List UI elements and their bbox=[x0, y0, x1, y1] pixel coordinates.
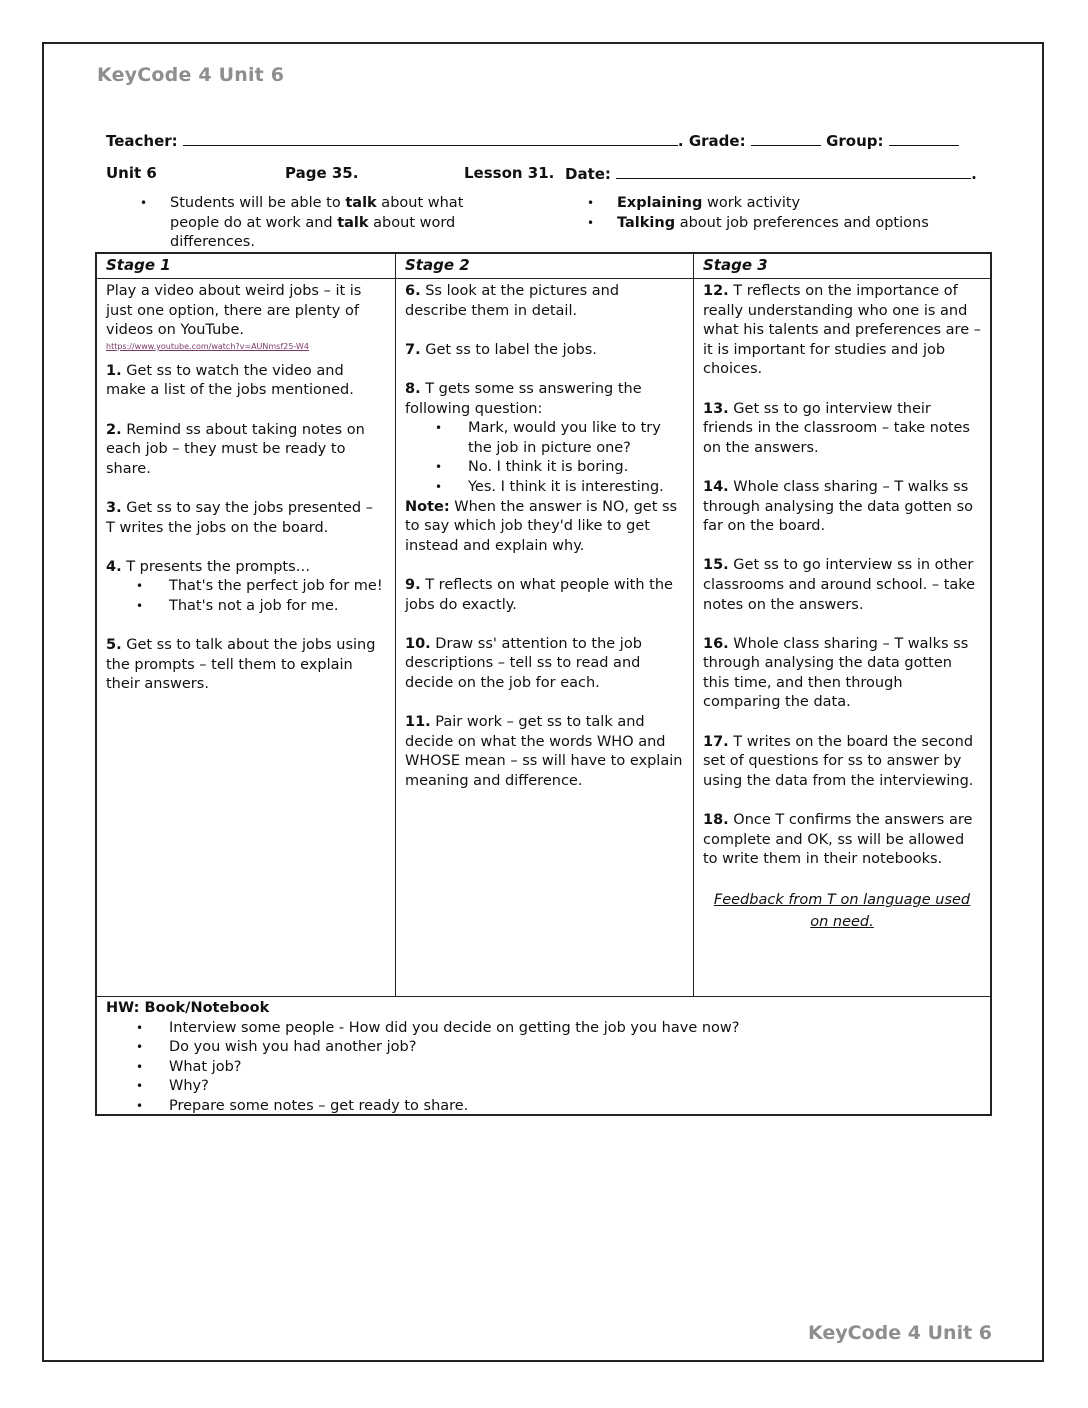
step: 17. T writes on the board the second set of questions for ss to answer by using the data from the interviewing. bbox=[703, 733, 974, 789]
prompt-list bbox=[106, 577, 386, 616]
footer-title: KeyCode 4 Unit 6 bbox=[808, 1322, 992, 1344]
date-end: . bbox=[971, 165, 977, 183]
stage-1-body bbox=[97, 279, 395, 695]
objective-item: • Talking about job preferences and options bbox=[587, 214, 967, 234]
objectives-right bbox=[587, 194, 967, 233]
lesson-label: Lesson 31. bbox=[464, 164, 555, 182]
dialogue-item: • No. I think it is boring. bbox=[405, 458, 684, 478]
step: 2. Remind ss about taking notes on each job – they must be ready to share. bbox=[106, 421, 365, 477]
homework-item: • Prepare some notes – get ready to share. bbox=[106, 1097, 981, 1117]
unit-label: Unit 6 bbox=[106, 164, 157, 182]
grade-blank[interactable] bbox=[751, 131, 821, 146]
teacher-line bbox=[106, 131, 959, 150]
step: 13. Get ss to go interview their friends in the classroom – take notes on the answers. bbox=[703, 400, 970, 456]
youtube-link[interactable]: https://www.youtube.com/watch?v=AUNmsf25-W4 bbox=[106, 341, 309, 351]
step: 15. Get ss to go interview ss in other classrooms and around school. – take notes on the answers. bbox=[703, 557, 976, 613]
lesson-table bbox=[95, 252, 992, 1116]
stage-2-body bbox=[396, 279, 693, 791]
prompt-item: • That's the perfect job for me! bbox=[106, 577, 386, 597]
step: 8. T gets some ss answering the following question: bbox=[405, 380, 642, 417]
stage-2-title: Stage 2 bbox=[396, 254, 693, 279]
objective-item: • Explaining work activity bbox=[587, 194, 967, 214]
header-title: KeyCode 4 Unit 6 bbox=[97, 64, 285, 86]
objectives-left bbox=[140, 194, 490, 253]
group-label: Group: bbox=[826, 132, 884, 150]
homework-item: • Why? bbox=[106, 1077, 981, 1097]
step: 4. T presents the prompts… bbox=[106, 558, 311, 575]
grade-label: . Grade: bbox=[677, 132, 746, 150]
homework-title: HW: Book/Notebook bbox=[106, 1000, 270, 1016]
step: 6. Ss look at the pictures and describe them in detail. bbox=[405, 283, 620, 319]
teacher-blank[interactable] bbox=[183, 131, 678, 146]
homework-item: • What job? bbox=[106, 1058, 981, 1078]
prompt-item: • That's not a job for me. bbox=[106, 597, 386, 617]
date-line bbox=[565, 164, 977, 183]
homework-list bbox=[106, 1019, 981, 1117]
step: 14. Whole class sharing – T walks ss through analysing the data gotten so far on the board. bbox=[703, 478, 974, 535]
stage-3-body bbox=[694, 279, 990, 933]
homework-item: • Do you wish you had another job? bbox=[106, 1038, 981, 1058]
teacher-label: Teacher: bbox=[106, 132, 178, 150]
step: 18. Once T confirms the answers are complete and OK, ss will be allowed to write them in their notebooks. bbox=[703, 812, 973, 868]
stage-1-title: Stage 1 bbox=[97, 254, 395, 279]
step: 16. Whole class sharing – T walks ss through analysing the data gotten this time, and then through comparing the data. bbox=[703, 635, 969, 711]
dialogue-item: • Mark, would you like to try the job in picture one? bbox=[405, 419, 684, 458]
stage-2-column bbox=[396, 254, 694, 996]
homework-item: • Interview some people - How did you decide on getting the job you have now? bbox=[106, 1019, 981, 1039]
page-label: Page 35. bbox=[285, 164, 359, 182]
step: 7. Get ss to label the jobs. bbox=[405, 341, 597, 358]
stage-3-title: Stage 3 bbox=[694, 254, 990, 279]
step: 9. T reflects on what people with the jobs do exactly. bbox=[405, 576, 673, 613]
step: 12. T reflects on the importance of really understanding who one is and what his talents and preferences are – it is important for studies and job choices. bbox=[703, 283, 981, 378]
group-blank[interactable] bbox=[889, 131, 959, 146]
stage-3-column bbox=[694, 254, 990, 996]
step: 5. Get ss to talk about the jobs using the prompts – tell them to explain their answers. bbox=[106, 637, 376, 693]
step: 10. Draw ss' attention to the job descriptions – tell ss to read and decide on the job for each. bbox=[405, 635, 642, 691]
step: 1. Get ss to watch the video and make a list of the jobs mentioned. bbox=[106, 362, 354, 399]
note: Note: When the answer is NO, get ss to say which job they'd like to get instead and explain why. bbox=[405, 498, 678, 554]
objective-item: • Students will be able to talk about what people do at work and talk about word differences. bbox=[140, 194, 490, 253]
dialogue-item: • Yes. I think it is interesting. bbox=[405, 478, 684, 498]
step: 11. Pair work – get ss to talk and decide on what the words WHO and WHOSE mean – ss will have to explain meaning and difference. bbox=[405, 714, 683, 789]
homework-section bbox=[97, 996, 990, 1114]
dialogue-list bbox=[405, 419, 684, 497]
date-label: Date: bbox=[565, 165, 611, 183]
step: 3. Get ss to say the jobs presented – T writes the jobs on the board. bbox=[106, 499, 373, 536]
stage-1-column bbox=[97, 254, 396, 996]
stage-1-intro: Play a video about weird jobs – it is just one option, there are plenty of videos on YouTube. bbox=[106, 283, 362, 339]
feedback-note: Feedback from T on language used on need. bbox=[713, 892, 971, 931]
date-blank[interactable] bbox=[616, 164, 971, 179]
